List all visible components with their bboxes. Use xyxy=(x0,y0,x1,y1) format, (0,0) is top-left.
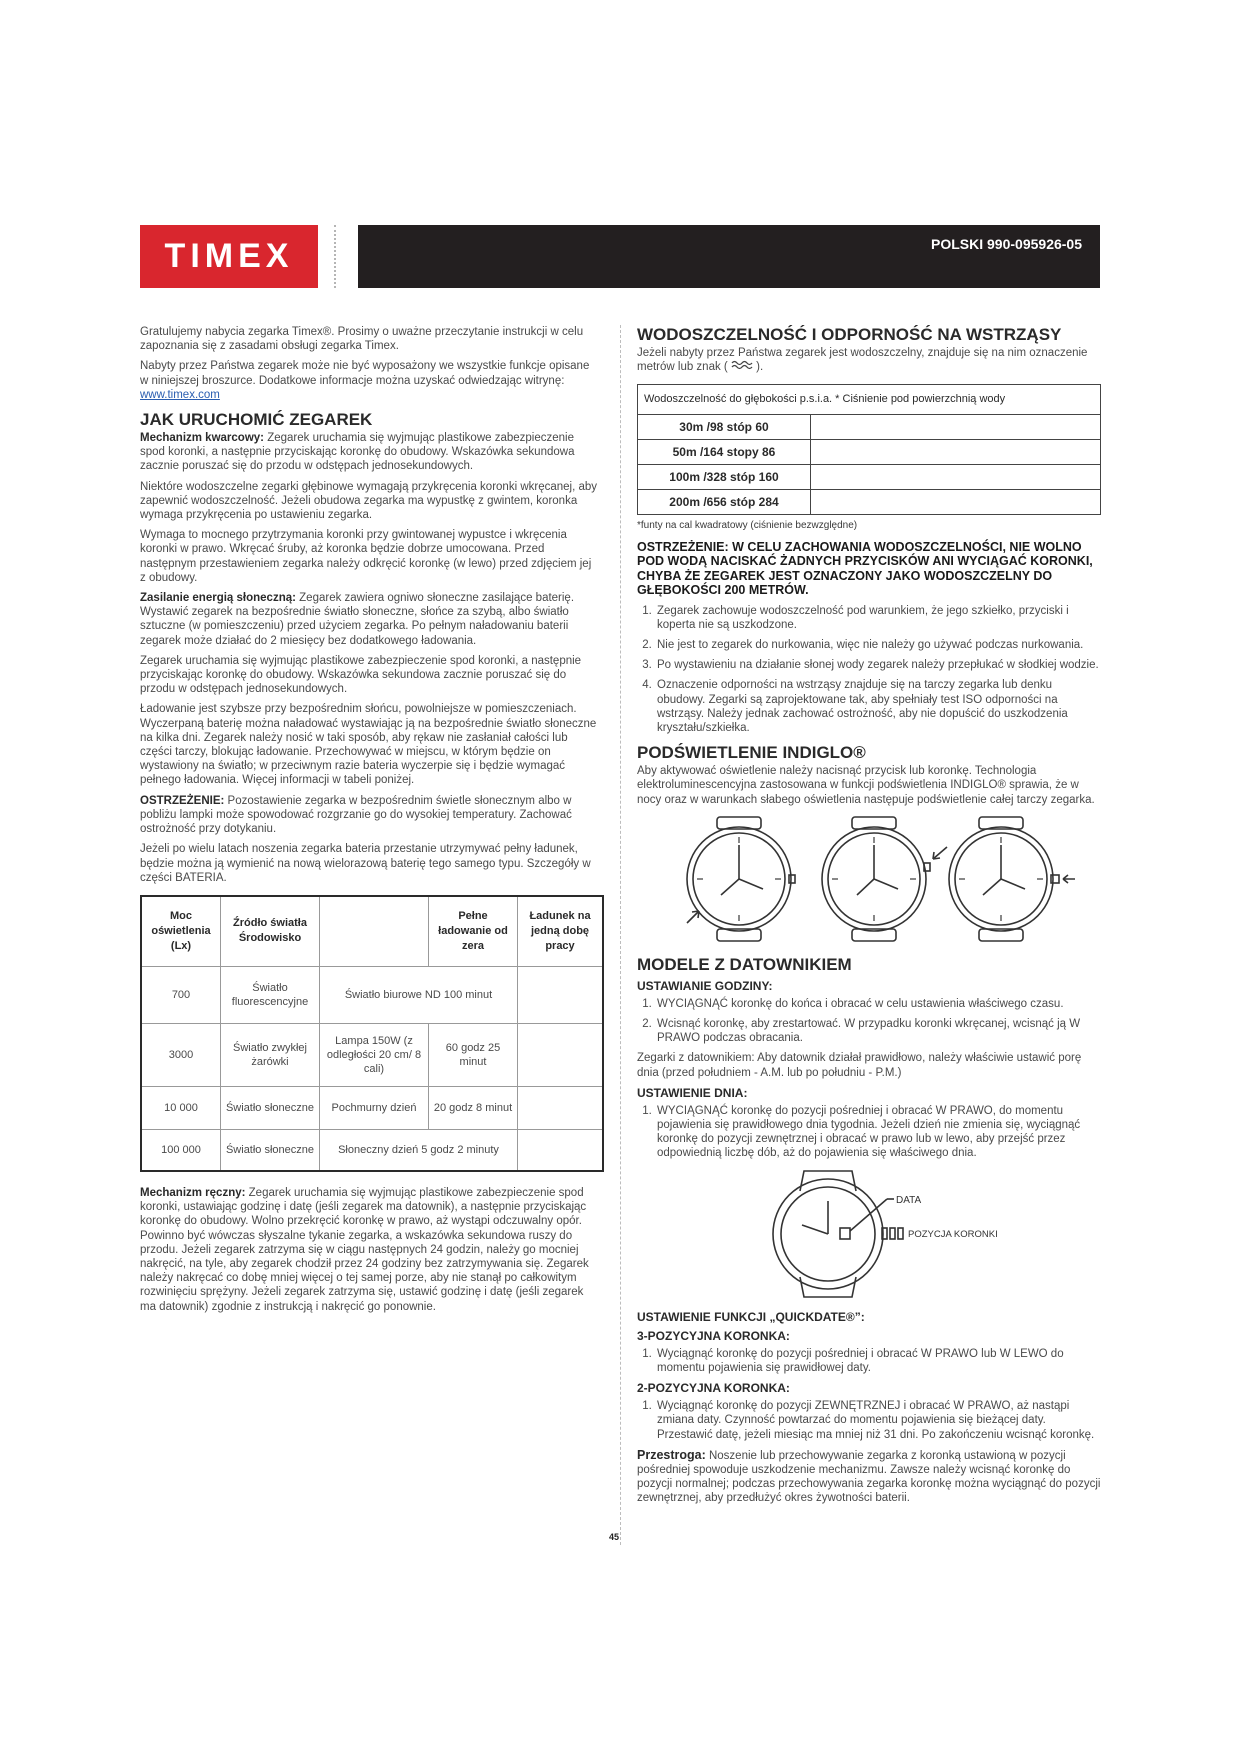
table-cell xyxy=(518,966,604,1023)
table-row xyxy=(141,1023,603,1086)
table-cell: 10 000 xyxy=(141,1086,221,1129)
pos2-title: 2-POZYCYJNA KORONKA: xyxy=(637,1381,790,1396)
list-item: 1. WYCIĄGNĄĆ koronkę do pozycji pośredniej i obracać W PRAWO, do momentu pojawienia się prawidłowego dnia tygodnia. Jeżeli dzień nie zmienia się, wyciągnąć koronkę do pozycji zewnętrznej i obracać w prawo lub w lewo, aby przejść przez odpowiednią liczbę dób, aż do pojawienia się właściwego dnia. xyxy=(655,1104,1102,1161)
table-header: Pełne ładowanie od zera xyxy=(429,896,518,967)
date-diagram xyxy=(637,1167,1102,1302)
table-cell xyxy=(811,439,1101,464)
list-item: 1. WYCIĄGNĄĆ koronkę do końca i obracać w celu ustawienia właściwego czasu. xyxy=(655,997,1102,1011)
table-header: Ładunek na jedną dobę pracy xyxy=(518,896,604,967)
header-bar xyxy=(358,225,1100,288)
solar-text: Zegarek zawiera ogniwo słoneczne zasilające baterię. Wystawić zegarek na bezpośrednie światło słoneczne, słońce za szybą, albo światło sztuczne (w pomieszczeniu) przed użyciem zegarka. Po pełnym naładowaniu baterii zegarek może działać do 2 miesięcy bez dodatkowego ładowania. xyxy=(140,592,575,647)
section-title-start: JAK URUCHOMIĆ ZEGAREK xyxy=(140,410,373,430)
intro-text: Nabyty przez Państwa zegarek może nie być wyposażony we wszystkie funkcje opisane w niniejszej broszurce. Dodatkowe informacje można uzyskać odwiedzając witrynę: xyxy=(140,360,590,387)
intro-paragraph: Gratulujemy nabycia zegarka Timex®. Prosimy o uważne przeczytanie instrukcji w celu zapoznania się z zasadami obsługi zegarka Timex. xyxy=(140,326,584,353)
water-intro-text: Jeżeli nabyty przez Państwa zegarek jest wodoszczelny, znajduje się na nim oznaczenie metrów lub znak ( xyxy=(637,347,1088,374)
manual-text: Zegarek uruchamia się wyjmując plastikowe zabezpieczenie spod koronki, ustawiając godzinę i datę (jeśli zegarek ma datownik), a następnie przyciskając koronkę do obudowy. Wolno przekręcić koronkę w prawo, aż wystąpi odczuwalny opór. Powinno być wówczas słyszalne tykanie zegarka, a wskazówka sekundowa ruszy do przodu. Jeżeli zegarek zatrzyma się w ciągu następnych 24 godzin, należy go mocniej nakręcić, na tyle, aby zegarek chodził przez 24 godziny bez zatrzymywania się. Zegarek należy nakręcać co dobę mniej więcej o tej samej porze, aby nie stanął po całkowitym rozwinięciu sprężyny. Jeżeli zegarek zatrzyma się, ustawić godzinę i datę (jeśli zegarek ma datownik) zgodnie z instrukcją i nakręcić go ponownie. xyxy=(140,1186,589,1313)
column-divider xyxy=(620,325,621,1545)
solar-paragraph xyxy=(140,591,600,648)
indiglo-paragraph: Aby aktywować oświetlenie należy nacisnąć przycisk lub koronkę. Technologia elektroluminescencyjna zastosowana w funkcji podświetlenia INDIGLO® sprawia, że w nocy oraz w warunkach słabego oświetlenia następuje podświetlenie całej tarczy zegarka. xyxy=(637,765,1095,806)
header-divider xyxy=(334,225,336,288)
quickdate-title: USTAWIENIE FUNKCJI „QUICKDATE®”: xyxy=(637,1309,865,1324)
water-resistant-icon xyxy=(731,361,753,373)
table-row xyxy=(141,966,603,1023)
intro-paragraph-2 xyxy=(140,359,600,402)
set-time-list xyxy=(637,997,1102,1046)
table-cell: 50m /164 stopy 86 xyxy=(638,439,811,464)
brand-text: TIMEX xyxy=(164,237,294,275)
watch-icon-2 xyxy=(822,817,947,941)
light-table xyxy=(140,895,604,1172)
section-title-indiglo: PODŚWIETLENIE INDIGLO® xyxy=(637,743,866,763)
list-item: 4. Oznaczenie odporności na wstrząsy znajduje się na tarczy zegarka lub denku obudowy. Zegarki są zaprojektowane tak, aby spełniały test ISO odporności na wstrząsy. Należy jednak zachować ostrożność, aby nie dopuścić do uszkodzenia kryształu/szkiełka. xyxy=(655,678,1102,735)
table-cell xyxy=(811,414,1101,439)
solar-label: Zasilanie energią słoneczną: xyxy=(140,592,296,605)
table-cell: Lampa 150W (z odległości 20 cm/ 8 cali) xyxy=(320,1023,429,1086)
water-warning: OSTRZEŻENIE: W CELU ZACHOWANIA WODOSZCZELNOŚCI, NIE WOLNO POD WODĄ NACISKAĆ ŻADNYCH PRZYCISKÓW ANI WYCIĄGAĆ KORONKI, CHYBA ŻE ZEGAREK JEST OZNACZONY JAKO WODOSZCZELNY DO GŁĘBOKOŚCI 200 METRÓW. xyxy=(637,539,1093,598)
warning-text: Pozostawienie zegarka w bezpośrednim świetle słonecznym albo w pobliżu lampki może spowodować rozgrzanie go do wysokiej temperatury. Zachować ostrożność przy dotykaniu. xyxy=(140,794,572,836)
water-table xyxy=(637,384,1101,515)
list-item: 1. Wyciągnąć koronkę do pozycji pośredniej i obracać W PRAWO lub W LEWO do momentu pojawienia się prawidłowej daty. xyxy=(655,1347,1102,1375)
website-link[interactable]: www.timex.com xyxy=(140,388,220,401)
water-table-header: Wodoszczelność do głębokości p.s.i.a. * Ciśnienie pod powierzchnią wody xyxy=(638,385,1101,414)
water-footnote: *funty na cal kwadratowy (ciśnienie bezwzględne) xyxy=(637,520,858,532)
table-cell: 60 godz 25 minut xyxy=(429,1023,518,1086)
table-header: Źródło światła Środowisko xyxy=(221,896,320,967)
pos3-title: 3-POZYCYJNA KORONKA: xyxy=(637,1328,790,1343)
table-cell: Światło biurowe ND 100 minut xyxy=(320,966,518,1023)
quartz-text: Zegarek uruchamia się wyjmując plastikowe zabezpieczenie spod koronki, a następnie przyciskając koronkę do obudowy. Wskazówka sekundowa zacznie poruszać się do przodu w odstępach jednosekundowych. xyxy=(140,432,575,473)
table-row xyxy=(141,1129,603,1171)
table-header-row xyxy=(141,896,603,967)
charge-paragraph: Ładowanie jest szybsze przy bezpośrednim słońcu, powolniejsze w pomieszczeniach. Wyczerpaną baterię można naładować wystawiając ją na bezpośrednie światło słoneczne na kilka dni. Zegarek należy nosić w taki sposób, aby rękaw nie zasłaniał całości lub części tarczy, blokując ładowanie. Przechowywać w miejscu, w którym będzie on wystawiony na światło; w przeciwnym razie bateria wyczerpie się i będzie wymagać pełnego ładowania. Więcej informacji w tabeli poniżej. xyxy=(140,703,597,787)
table-row xyxy=(638,490,1101,515)
table-header xyxy=(320,896,429,967)
water-intro-end: ). xyxy=(756,361,764,374)
table-cell: Słoneczny dzień 5 godz 2 minuty xyxy=(320,1129,518,1171)
table-row xyxy=(638,439,1101,464)
table-cell: 30m /98 stóp 60 xyxy=(638,414,811,439)
diagram-date-label: DATA xyxy=(896,1194,922,1206)
table-cell: 3000 xyxy=(141,1023,221,1086)
table-header: Moc oświetlenia (Lx) xyxy=(141,896,221,967)
list-item: 1. Wyciągnąć koronkę do pozycji ZEWNĘTRZNEJ i obracać W PRAWO, aż nastąpi zmiana daty. Czynność powtarzać do momentu pojawienia się bieżącej daty. Przestawić datę, jeżeli miesiąc ma mniej niż 31 dni. Po zakończeniu wcisnąć koronkę. xyxy=(655,1399,1102,1442)
diagram-crown-label: POZYCJA KORONKI xyxy=(908,1228,998,1240)
table-row xyxy=(638,414,1101,439)
list-item: 3. Po wystawieniu na działanie słonej wody zegarek należy przepłukać w słodkiej wodzie. xyxy=(655,658,1102,672)
timex-logo xyxy=(140,225,318,288)
table-cell: Pochmurny dzień xyxy=(320,1086,429,1129)
table-cell: Światło fluorescencyjne xyxy=(221,966,320,1023)
set-day-title: USTAWIENIE DNIA: xyxy=(637,1085,748,1100)
screw-paragraph-2: Wymaga to mocnego przytrzymania koronki przy gwintowanej wypustce i wkręcenia koronki w prawo. Wkręcać śruby, aż koronka będzie dobrze umocowana. Przed następnym przestawieniem zegarka należy odkręcić koronkę (w lewo) przed zdjęciem jej z obudowy. xyxy=(140,529,592,584)
table-cell: 200m /656 stóp 284 xyxy=(638,490,811,515)
three-watches-illustration xyxy=(677,815,1077,943)
list-item: 2. Nie jest to zegarek do nurkowania, więc nie należy go używać podczas nurkowania. xyxy=(655,638,1102,652)
table-cell xyxy=(518,1086,604,1129)
list-item: 1. Zegarek zachowuje wodoszczelność pod warunkiem, że jego szkiełko, przyciski i koperta nie są uszkodzone. xyxy=(655,604,1102,632)
table-cell: Światło zwykłej żarówki xyxy=(221,1023,320,1086)
section-title-water: WODOSZCZELNOŚĆ I ODPORNOŚĆ NA WSTRZĄSY xyxy=(637,325,1062,344)
start-paragraph: Zegarek uruchamia się wyjmując plastikowe zabezpieczenie spod koronki, a następnie przyciskając koronkę do obudowy. Wskazówka sekundowa zacznie poruszać się do przodu w odstępach jednosekundowych. xyxy=(140,654,582,696)
language-code: POLSKI 990-095926-05 xyxy=(931,236,1082,252)
table-cell: 700 xyxy=(141,966,221,1023)
warning-label: OSTRZEŻENIE: xyxy=(140,794,225,807)
date-paragraph: Zegarki z datownikiem: Aby datownik działał prawidłowo, należy właściwie ustawić porę dnia (przed południem - A.M. lub po południu - P.M.) xyxy=(637,1052,1082,1079)
caution-label: Przestroga: xyxy=(637,1447,706,1462)
list-item: 2. Wcisnąć koronkę, aby zrestartować. W przypadku koronki wkręcanej, wcisnąć ją W PRAWO podczas obracania. xyxy=(655,1017,1102,1045)
indiglo-diagram xyxy=(637,815,1102,945)
water-intro xyxy=(637,346,1102,374)
table-cell: Światło słoneczne xyxy=(221,1086,320,1129)
table-cell: Światło słoneczne xyxy=(221,1129,320,1171)
table-cell xyxy=(518,1023,604,1086)
table-cell xyxy=(518,1129,604,1171)
pos2-list xyxy=(637,1399,1102,1442)
quartz-paragraph xyxy=(140,431,600,474)
date-watch-illustration xyxy=(762,1167,1012,1301)
manual-label: Mechanizm ręczny: xyxy=(140,1186,246,1199)
set-time-title: USTAWIANIE GODZINY: xyxy=(637,978,773,993)
left-column xyxy=(140,325,600,1320)
set-day-list xyxy=(637,1104,1102,1161)
table-cell: 20 godz 8 minut xyxy=(429,1086,518,1129)
page-number: 45 xyxy=(609,1532,620,1542)
screw-paragraph-1: Niektóre wodoszczelne zegarki głębinowe wymagają przykręcenia koronki wkręcanej, aby zapewnić wodoszczelność. Jeżeli obudowa zegarka ma wypustkę z gwintem, koronka wymaga przykręcenia po ustawieniu zegarka. xyxy=(140,480,598,522)
right-column xyxy=(637,325,1102,1512)
table-cell xyxy=(811,465,1101,490)
table-row xyxy=(638,465,1101,490)
water-table-header-row xyxy=(638,385,1101,414)
manual-paragraph xyxy=(140,1186,600,1314)
caution-paragraph xyxy=(637,1448,1102,1506)
water-list xyxy=(637,604,1102,736)
watch-icon-3 xyxy=(949,817,1075,941)
warning-paragraph xyxy=(140,794,600,837)
table-cell: 100m /328 stóp 160 xyxy=(638,465,811,490)
battery-paragraph: Jeżeli po wielu latach noszenia zegarka bateria przestanie utrzymywać pełny ładunek, będzie można ją wymienić na nową wielorazową baterię tego samego typu. Szczegóły w części BATERIA. xyxy=(140,843,591,884)
table-cell xyxy=(811,490,1101,515)
quartz-label: Mechanizm kwarcowy: xyxy=(140,432,264,445)
caution-text: Noszenie lub przechowywanie zegarka z koronką ustawioną w pozycji pośredniej spowoduje uszkodzenie mechanizmu. Zawsze należy wcisnąć koronkę do pozycji normalnej; podczas przechowywania zegarka koronkę można wyciągnąć do pozycji zewnętrznej, aby przedłużyć okres żywotności baterii. xyxy=(637,1449,1101,1505)
pos3-list xyxy=(637,1347,1102,1375)
table-row xyxy=(141,1086,603,1129)
table-cell: 100 000 xyxy=(141,1129,221,1171)
section-title-date: MODELE Z DATOWNIKIEM xyxy=(637,954,852,974)
